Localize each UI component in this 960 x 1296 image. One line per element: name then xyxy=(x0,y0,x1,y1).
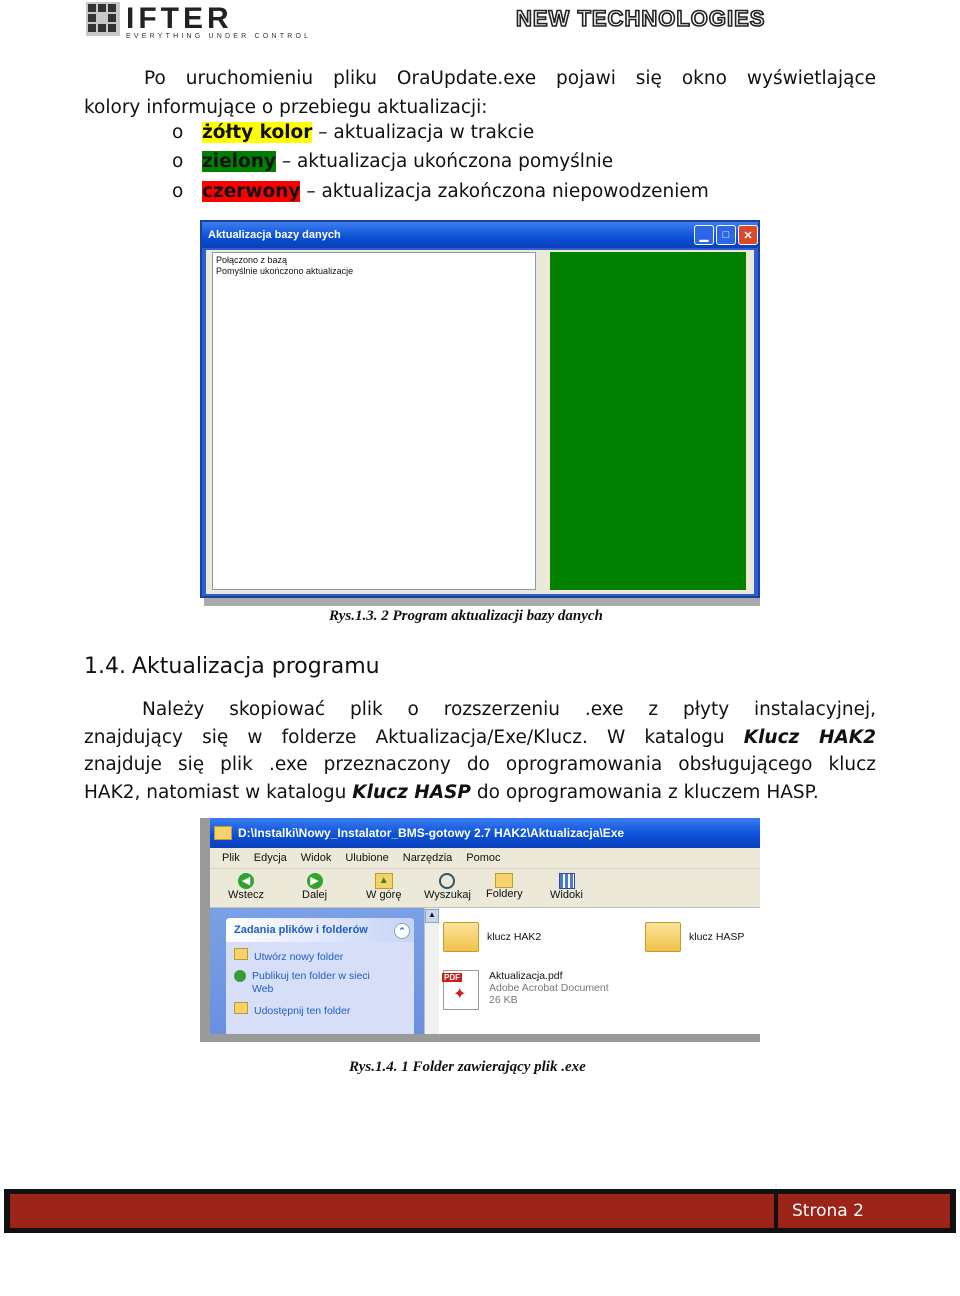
file-name: klucz HAK2 xyxy=(487,931,542,943)
menu-item-narzedzia[interactable]: Narzędzia xyxy=(402,852,453,864)
para2-line-4-tail: do oprogramowania z kluczem HASP. xyxy=(471,781,819,803)
figure1-caption: Rys.1.3. 2 Program aktualizacji bazy danych xyxy=(329,608,603,624)
back-button[interactable] xyxy=(228,873,264,901)
menu-item-widok[interactable]: Widok xyxy=(300,852,332,864)
color-word-yellow: żółty kolor xyxy=(202,122,313,143)
maximize-icon[interactable]: □ xyxy=(716,225,736,245)
explorer-window-screenshot xyxy=(200,818,760,1042)
update-window-screenshot xyxy=(200,220,760,606)
para2-line-2 xyxy=(84,724,876,752)
forward-label: Dalej xyxy=(302,889,328,901)
search-button[interactable] xyxy=(424,873,471,901)
task-publish-web[interactable] xyxy=(234,970,406,996)
search-icon xyxy=(439,873,455,889)
intro-line-1: Po uruchomieniu pliku OraUpdate.exe pojawi się okno wyświetlające xyxy=(144,68,876,89)
ifter-logo xyxy=(84,0,324,40)
update-log xyxy=(212,252,536,590)
task-share-folder[interactable] xyxy=(234,1002,406,1018)
folder-up-icon: ▲ xyxy=(375,873,393,889)
collapse-icon[interactable]: ⌃ xyxy=(394,923,410,939)
section-title: Aktualizacja programu xyxy=(131,654,380,679)
logo-tagline: EVERYTHING UNDER CONTROL xyxy=(126,33,312,40)
para2-line-4 xyxy=(84,779,876,807)
intro-line-2: kolory informujące o przebiegu aktualizacji: xyxy=(84,97,488,118)
bullet-text: – aktualizacja ukończona pomyślnie xyxy=(275,151,614,172)
acrobat-icon: ✦ xyxy=(453,986,467,1003)
log-line: Pomyślnie ukończono aktualizacje xyxy=(216,266,354,276)
bullet-marker: o xyxy=(172,122,184,143)
folders-icon xyxy=(495,873,513,888)
globe-icon xyxy=(234,970,246,982)
para2-line-2-text: znajdujący się w folderze Aktualizacja/Exe/Klucz. W katalogu xyxy=(84,726,744,748)
logo-text: IFTER xyxy=(126,2,233,35)
color-word-green: zielony xyxy=(202,151,276,172)
update-window-titlebar[interactable] xyxy=(202,222,758,248)
footer-right xyxy=(778,1194,950,1228)
task-label: Publikuj ten folder w sieci xyxy=(252,970,370,982)
bullet-marker: o xyxy=(172,181,184,202)
folder-icon xyxy=(214,826,232,840)
menu-item-edycja[interactable]: Edycja xyxy=(253,852,287,864)
back-label: Wstecz xyxy=(228,889,265,901)
task-label: Udostępnij ten folder xyxy=(254,1005,351,1017)
bullet-text: – aktualizacja zakończona niepowodzeniem xyxy=(300,181,709,202)
up-label: W górę xyxy=(366,889,402,901)
folders-label: Foldery xyxy=(486,888,523,900)
pdf-badge: PDF xyxy=(444,973,460,982)
folder-icon xyxy=(645,922,681,952)
views-button[interactable] xyxy=(550,873,583,901)
bold-klucz-hasp: Klucz HASP xyxy=(352,781,471,803)
footer-page-number: Strona 2 xyxy=(792,1201,864,1221)
color-word-red: czerwony xyxy=(202,181,301,202)
file-size: 26 KB xyxy=(489,994,518,1006)
section-heading xyxy=(84,654,380,679)
search-label: Wyszukaj xyxy=(424,889,471,901)
task-new-folder[interactable] xyxy=(234,948,406,964)
up-button[interactable] xyxy=(366,873,401,901)
toolbar xyxy=(210,869,760,908)
explorer-path: D:\Instalki\Nowy_Instalator_BMS-gotowy 2.7 HAK2\Aktualizacja\Exe xyxy=(238,826,625,840)
views-label: Widoki xyxy=(550,889,584,901)
folders-button[interactable] xyxy=(486,873,523,900)
menu-item-plik[interactable]: Plik xyxy=(222,852,240,864)
file-item-klucz-hak2[interactable] xyxy=(443,922,541,952)
scrollbar[interactable] xyxy=(424,908,439,1034)
menu-item-ulubione[interactable]: Ulubione xyxy=(345,852,389,864)
views-icon xyxy=(559,873,575,889)
status-color-panel xyxy=(550,252,746,590)
para2-line-1: Należy skopiować plik o rozszerzeniu .exe z płyty instalacyjnej, xyxy=(142,699,876,720)
section-number: 1.4. xyxy=(84,654,126,679)
file-name: Aktualizacja.pdf xyxy=(489,970,563,982)
update-window-title: Aktualizacja bazy danych xyxy=(208,229,341,241)
new-folder-icon xyxy=(234,948,248,960)
page-footer xyxy=(4,1189,956,1255)
figure2-caption: Rys.1.4. 1 Folder zawierający plik .exe xyxy=(349,1059,586,1075)
forward-button[interactable] xyxy=(302,873,327,901)
file-area xyxy=(439,908,760,1034)
bold-klucz-hak2: Klucz HAK2 xyxy=(743,726,876,748)
file-item-klucz-hasp[interactable] xyxy=(645,922,744,952)
minimize-icon[interactable]: ▁ xyxy=(694,225,714,245)
explorer-titlebar[interactable] xyxy=(210,818,760,848)
file-type: Adobe Acrobat Document xyxy=(489,982,609,994)
task-label: Web xyxy=(252,983,274,995)
close-icon[interactable]: ✕ xyxy=(738,225,758,245)
folder-icon xyxy=(443,922,479,952)
pdf-file-icon xyxy=(443,970,479,1010)
menu-bar xyxy=(210,848,760,869)
log-line: Połączono z bazą xyxy=(216,255,288,265)
task-label: Utwórz nowy folder xyxy=(254,951,344,963)
intro-paragraph xyxy=(84,64,876,122)
footer-left xyxy=(10,1194,774,1255)
file-item-aktualizacja-pdf[interactable] xyxy=(443,970,609,1010)
logo-cube-icon xyxy=(86,2,120,36)
file-name: klucz HASP xyxy=(689,931,745,943)
share-folder-icon xyxy=(234,1002,248,1014)
forward-arrow-icon: ▶ xyxy=(307,873,323,889)
scroll-up-icon[interactable]: ▲ xyxy=(425,909,439,923)
update-paragraph xyxy=(84,696,876,806)
bullet-marker: o xyxy=(172,151,184,172)
para2-line-4-text: HAK2, natomiast w katalogu xyxy=(84,781,353,803)
footer-product: I n P r o B M S P r o f e s s i o n a l 4 . 1 xyxy=(41,1235,404,1255)
tasks-header[interactable] xyxy=(226,918,414,942)
header-new-technologies: NEW TECHNOLOGIES xyxy=(516,6,766,31)
tasks-pane xyxy=(210,908,424,1034)
bullet-text: – aktualizacja w trakcie xyxy=(312,122,535,143)
para2-line-3: znajduje się plik .exe przeznaczony do oprogramowania obsługującego klucz xyxy=(84,754,876,775)
tasks-title: Zadania plików i folderów xyxy=(234,924,368,936)
back-arrow-icon: ◀ xyxy=(238,873,254,889)
menu-item-pomoc[interactable]: Pomoc xyxy=(466,852,501,864)
